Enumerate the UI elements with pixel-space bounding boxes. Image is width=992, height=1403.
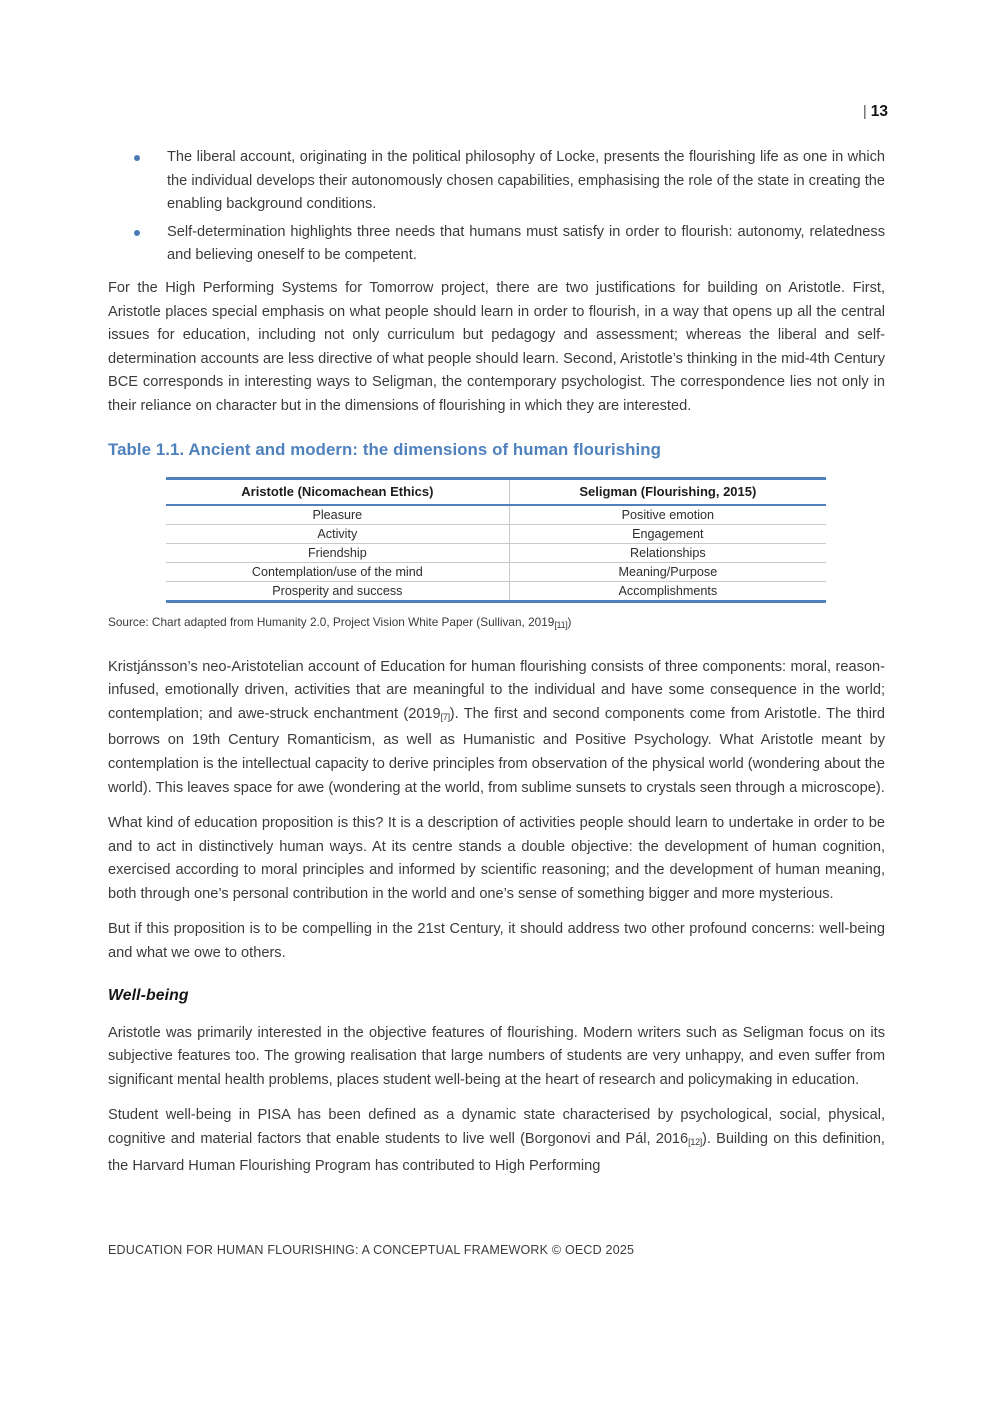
- citation-11: [11]: [554, 619, 568, 630]
- table-cell: Contemplation/use of the mind: [166, 562, 509, 581]
- source-text: Chart adapted from Humanity 2.0, Project Vision White Paper (Sullivan, 2019: [148, 614, 555, 629]
- table-source-note: [108, 615, 885, 630]
- flourishing-dimensions-table: [166, 477, 826, 603]
- page-number-value: 13: [870, 103, 888, 120]
- page-footer: EDUCATION FOR HUMAN FLOURISHING: A CONCEPTUAL FRAMEWORK © OECD 2025: [108, 1243, 635, 1257]
- paragraph-kristjansson: [108, 656, 885, 801]
- page-content: [108, 146, 885, 1190]
- table-cell: Meaning/Purpose: [509, 562, 826, 581]
- source-label: Source:: [108, 614, 149, 629]
- paragraph-text: Kristjánsson’s neo-Aristotelian account of Education for human flourishing consists of three components: moral, reason-infused, emotionally driven, activities that are meaningful to the individual and have some consequence in the world; contemplation; and awe-struck enchantment (2019: [108, 658, 885, 722]
- table-row: [166, 581, 826, 601]
- section-heading-wellbeing: Well-being: [108, 986, 189, 1004]
- column-header-aristotle: Aristotle (Nicomachean Ethics): [166, 478, 509, 505]
- table-cell: Prosperity and success: [166, 581, 509, 601]
- bullet-text: Self-determination highlights three needs that humans must satisfy in order to flourish: autonomy, relatedness and believing oneself to be competent.: [167, 223, 885, 264]
- table-cell: Activity: [166, 524, 509, 543]
- paragraph-hpst-justifications: For the High Performing Systems for Tomorrow project, there are two justifications for building on Aristotle. First, Aristotle places special emphasis on what people should learn in order to flourish, in a way that opens up all the central issues for education, including not only curriculum but pedagogy and assessment; whereas the liberal and self-determination accounts are less directive of what people should learn. Second, Aristotle’s thinking in the mid-4th Century BCE corresponds in interesting ways to Seligman, the contemporary psychologist. The correspondence lies not only in their reliance on character but in the dimensions of flourishing in which they are interested.: [108, 279, 885, 414]
- table-row: [166, 524, 826, 543]
- table-row: [166, 505, 826, 525]
- table-cell: Relationships: [509, 543, 826, 562]
- table-cell: Positive emotion: [509, 505, 826, 525]
- table-row: [166, 543, 826, 562]
- page-number-separator: |: [862, 103, 867, 120]
- bullet-item-self-determination: [108, 221, 885, 268]
- page-number: [863, 103, 888, 121]
- source-close: ): [567, 614, 572, 629]
- bullet-icon: [134, 230, 140, 236]
- column-header-seligman: Seligman (Flourishing, 2015): [509, 478, 826, 505]
- bullet-list: [108, 146, 885, 268]
- paragraph-text: ). The first and second components come from Aristotle. The third borrows on 19th Century Romanticism, as well as Humanistic and Positive Psychology. What Aristotle meant by contemplation is the intellectual capacity to derive principles from observation of the physical world (wondering about the world). This leaves space for awe (wondering at the world, from sublime sunsets to crystals seen through a microscope).: [108, 705, 885, 796]
- paragraph-aristotle-objective: Aristotle was primarily interested in the objective features of flourishing. Modern writers such as Seligman focus on its subjective features too. The growing realisation that large numbers of students are very unhappy, and even suffer from significant mental health problems, places student well-being at the heart of research and policymaking in education.: [108, 1024, 885, 1088]
- table-cell: Friendship: [166, 543, 509, 562]
- table-title: Table 1.1. Ancient and modern: the dimensions of human flourishing: [108, 439, 661, 459]
- table-cell: Accomplishments: [509, 581, 826, 601]
- table-row: [166, 562, 826, 581]
- table-cell: Engagement: [509, 524, 826, 543]
- paragraph-text: ). Building on this definition, the Harvard Human Flourishing Program has contributed to High Performing: [108, 1131, 885, 1174]
- paragraph-21st-century: But if this proposition is to be compelling in the 21st Century, it should address two other profound concerns: well-being and what we owe to others.: [108, 921, 885, 962]
- citation-12: [12]: [688, 1137, 702, 1148]
- bullet-text: The liberal account, originating in the political philosophy of Locke, presents the flourishing life as one in which the individual develops their autonomously chosen capabilities, emphasising the role of the state in creating the enabling background conditions.: [167, 149, 885, 213]
- table-header-row: [166, 478, 826, 505]
- table-cell: Pleasure: [312, 507, 363, 522]
- paragraph-text: Student well-being in PISA has been defined as a dynamic state characterised by psychological, social, physical, cognitive and material factors that enable students to live well (Borgonovi and Pál, 2016: [108, 1107, 885, 1148]
- bullet-icon: [134, 155, 140, 161]
- paragraph-education-proposition: What kind of education proposition is this? It is a description of activities people should learn to undertake in order to be and to act in distinctively human ways. At its centre stands a double objective: the development of human cognition, exercised according to moral principles and informed by scientific reasoning; and the development of human meaning, both through one’s personal contribution in the world and one’s sense of something bigger and more mysterious.: [108, 815, 885, 902]
- paragraph-student-wellbeing-pisa: [108, 1104, 885, 1178]
- citation-7: [7]: [440, 711, 450, 722]
- bullet-item-liberal-account: [108, 146, 885, 217]
